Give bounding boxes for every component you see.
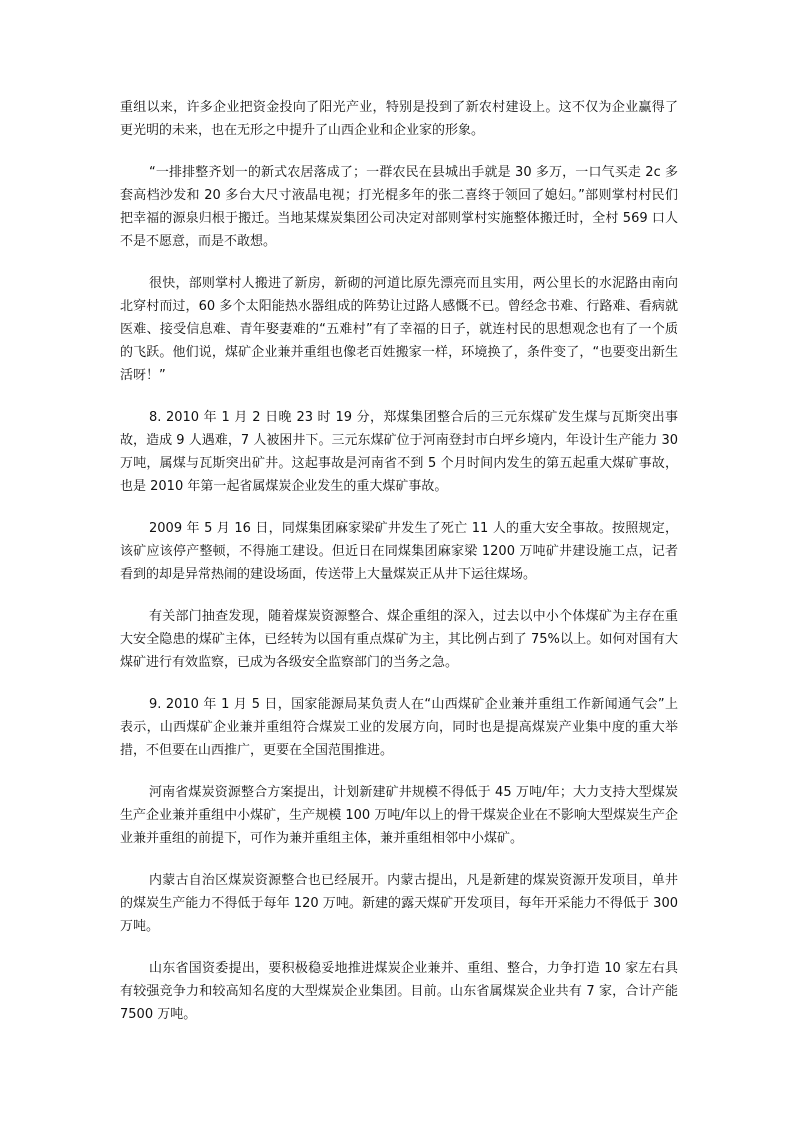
paragraph: 很快，部则掌村人搬进了新房，新砌的河道比原先漂亮而且实用，两公里长的水泥路由南向北穿村而过，60 多个太阳能热水器组成的阵势让过路人感慨不已。曾经念书难、行路难、看病就医难、接受信息难、青年娶妻难的“五难村”有了幸福的日子，就连村民的思想观念也有了一个质的飞跃。他们说，煤矿企业兼并重组也像老百姓搬家一样，环境换了，条件变了，“也要变出新生活呀！” — [120, 276, 678, 383]
document-body — [120, 96, 678, 1045]
paragraph: 山东省国资委提出，要积极稳妥地推进煤炭企业兼并、重组、整合，力争打造 10 家左右具有较强竞争力和较高知名度的大型煤炭企业集团。目前。山东省属煤炭企业共有 7 家，合计产能 7500 万吨。 — [120, 961, 678, 1022]
paragraph: 9. 2010 年 1 月 5 日，国家能源局某负责人在“山西煤矿企业兼并重组工作新闻通气会”上表示，山西煤矿企业兼并重组符合煤炭工业的发展方向，同时也是提高煤炭产业集中度的重大举措，不但要在山西推广，更要在全国范围推进。 — [120, 697, 678, 758]
paragraph: 8. 2010 年 1 月 2 日晚 23 时 19 分，郑煤集团整合后的三元东煤矿发生煤与瓦斯突出事故，造成 9 人遇难，7 人被困井下。三元东煤矿位于河南登封市白坪乡境内，年设计生产能力 30 万吨，属煤与瓦斯突出矿井。这起事故是河南省不到 5 个月时间内发生的第五起重大煤矿事故，也是 2010 年第一起省属煤炭企业发生的重大煤矿事故。 — [120, 410, 678, 494]
paragraph: 2009 年 5 月 16 日，同煤集团麻家梁矿井发生了死亡 11 人的重大安全事故。按照规定，该矿应该停产整顿，不得施工建设。但近日在同煤集团麻家梁 1200 万吨矿井建设施工点，记者看到的却是异常热闹的建设场面，传送带上大量煤炭正从井下运往煤场。 — [120, 521, 678, 582]
paragraph: 内蒙古自治区煤炭资源整合也已经展开。内蒙古提出，凡是新建的煤炭资源开发项目，单井的煤炭生产能力不得低于每年 120 万吨。新建的露天煤矿开发项目，每年开采能力不得低于 300 万吨。 — [120, 873, 678, 934]
paragraph: 河南省煤炭资源整合方案提出，计划新建矿井规模不得低于 45 万吨/年；大力支持大型煤炭生产企业兼并重组中小煤矿，生产规模 100 万吨/年以上的骨干煤炭企业在不影响大型煤炭生产企业兼并重组的前提下，可作为兼并重组主体，兼并重组相邻中小煤矿。 — [120, 785, 678, 846]
paragraph: 有关部门抽查发现，随着煤炭资源整合、煤企重组的深入，过去以中小个体煤矿为主存在重大安全隐患的煤矿主体，已经转为以国有重点煤矿为主，其比例占到了 75%以上。如何对国有大煤矿进行有效监察，已成为各级安全监察部门的当务之急。 — [120, 609, 678, 670]
paragraph: 重组以来，许多企业把资金投向了阳光产业，特别是投到了新农村建设上。这不仅为企业赢得了更光明的未来，也在无形之中提升了山西企业和企业家的形象。 — [120, 100, 678, 138]
paragraph: “一排排整齐划一的新式农居落成了；一群农民在县城出手就是 30 多万，一口气买走 2c 多套高档沙发和 20 多台大尺寸液晶电视；打光棍多年的张二喜终于领回了媳妇。”部则掌村村民们把幸福的源泉归根于搬迁。当地某煤炭集团公司决定对部则掌村实施整体搬迁时，全村 569 口人不是不愿意，而是不敢想。 — [120, 165, 678, 249]
